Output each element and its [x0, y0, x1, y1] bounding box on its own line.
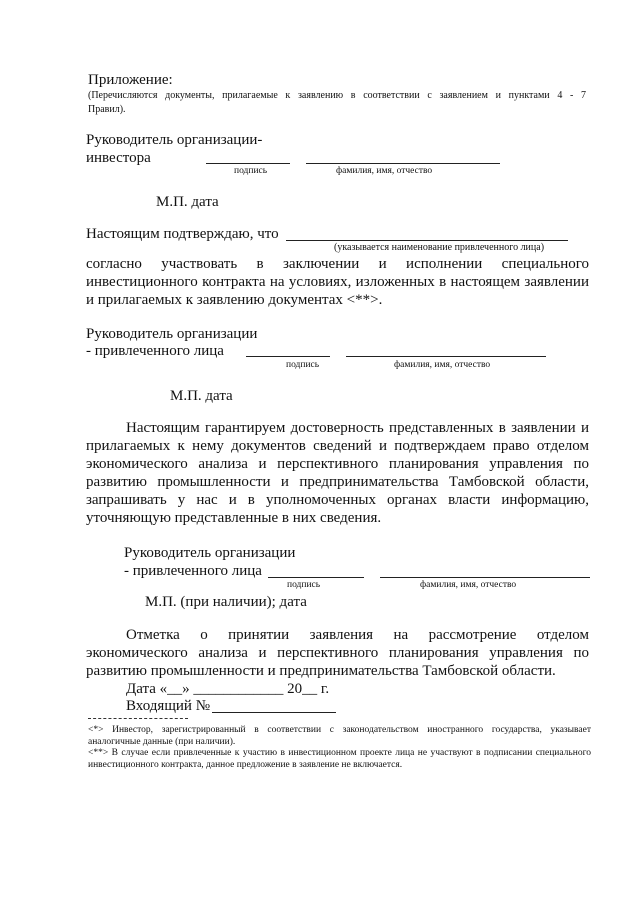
guarantee-line3: экономического анализа и перспективного планирования управления по	[86, 456, 589, 472]
appendix-title: Приложение:	[88, 72, 173, 88]
guarantee-line2: прилагаемых к нему документов сведений и подтверждаем право отделом	[86, 438, 589, 454]
guarantee-line5: запрашивать у нас и в уполномоченных органах власти информацию,	[86, 492, 589, 508]
confirmation-lead: Настоящим подтверждаю, что	[86, 226, 279, 242]
acceptance-line3: развитию промышленности и предпринимательства Тамбовской области.	[86, 663, 556, 679]
attracted-party-name-line	[286, 240, 568, 241]
investor-signature-caption: подпись	[234, 166, 268, 176]
attracted2-name-line	[380, 577, 590, 578]
confirmation-line3: и прилагаемых к заявлению документах <**>.	[86, 292, 383, 308]
confirmation-field-caption: (указывается наименование привлеченного лица)	[334, 242, 545, 253]
footnote1-line2: аналогичные данные (при наличии).	[88, 737, 236, 747]
attracted1-name-line	[346, 356, 546, 357]
attracted2-label-line2: - привлеченного лица	[124, 563, 262, 579]
investor-name-line	[306, 163, 500, 164]
acceptance-date: Дата «__» ____________ 20__ г.	[126, 681, 330, 697]
attracted2-signature-line	[268, 577, 364, 578]
attracted1-stamp-date: М.П. дата	[170, 388, 233, 404]
attracted1-signature-caption: подпись	[286, 360, 320, 370]
investor-signature-line	[206, 163, 290, 164]
incoming-number-line	[212, 712, 336, 713]
investor-name-caption: фамилия, имя, отчество	[336, 166, 433, 176]
investor-stamp-date: М.П. дата	[156, 194, 219, 210]
footnote1-line1: <*> Инвестор, зарегистрированный в соответствии с законодательством иностранного государства, указывает	[88, 725, 591, 735]
confirmation-line1: согласно участвовать в заключении и исполнении специального	[86, 256, 589, 272]
guarantee-line1: Настоящим гарантируем достоверность представленных в заявлении и	[126, 420, 589, 436]
attracted1-signature-line	[246, 356, 330, 357]
attracted1-name-caption: фамилия, имя, отчество	[394, 360, 491, 370]
attracted2-signature-caption: подпись	[287, 580, 321, 590]
footnote2-line1: <**> В случае если привлеченные к участию в инвестиционном проекте лица не участвуют в подписании специального	[88, 748, 591, 758]
appendix-note-line2: Правил).	[88, 104, 126, 115]
investor-label-line1: Руководитель организации-	[86, 132, 263, 148]
attracted2-label-line1: Руководитель организации	[124, 545, 296, 561]
footnote2-line2: инвестиционного контракта, данное предложение в заявление не включается.	[88, 760, 403, 770]
confirmation-line2: инвестиционного контракта на условиях, изложенных в настоящем заявлении	[86, 274, 589, 290]
attracted2-stamp-date: М.П. (при наличии); дата	[145, 594, 307, 610]
guarantee-line6: уточняющую представленные в них сведения.	[86, 510, 382, 526]
investor-label-line2: инвестора	[86, 150, 151, 166]
acceptance-line2: экономического анализа и перспективного планирования управления по	[86, 645, 589, 661]
acceptance-line1: Отметка о принятии заявления на рассмотрение отделом	[126, 627, 589, 643]
attracted1-label-line1: Руководитель организации	[86, 326, 258, 342]
attracted1-label-line2: - привлеченного лица	[86, 343, 224, 359]
appendix-note-line1: (Перечисляются документы, прилагаемые к заявлению в соответствии с заявлением и пунктами 4 - 7	[88, 90, 586, 101]
footnote-separator	[88, 718, 188, 719]
guarantee-line4: развитию промышленности и предпринимательства Тамбовской области,	[86, 474, 589, 490]
acceptance-incoming-number: Входящий №	[126, 698, 211, 714]
attracted2-name-caption: фамилия, имя, отчество	[420, 580, 517, 590]
